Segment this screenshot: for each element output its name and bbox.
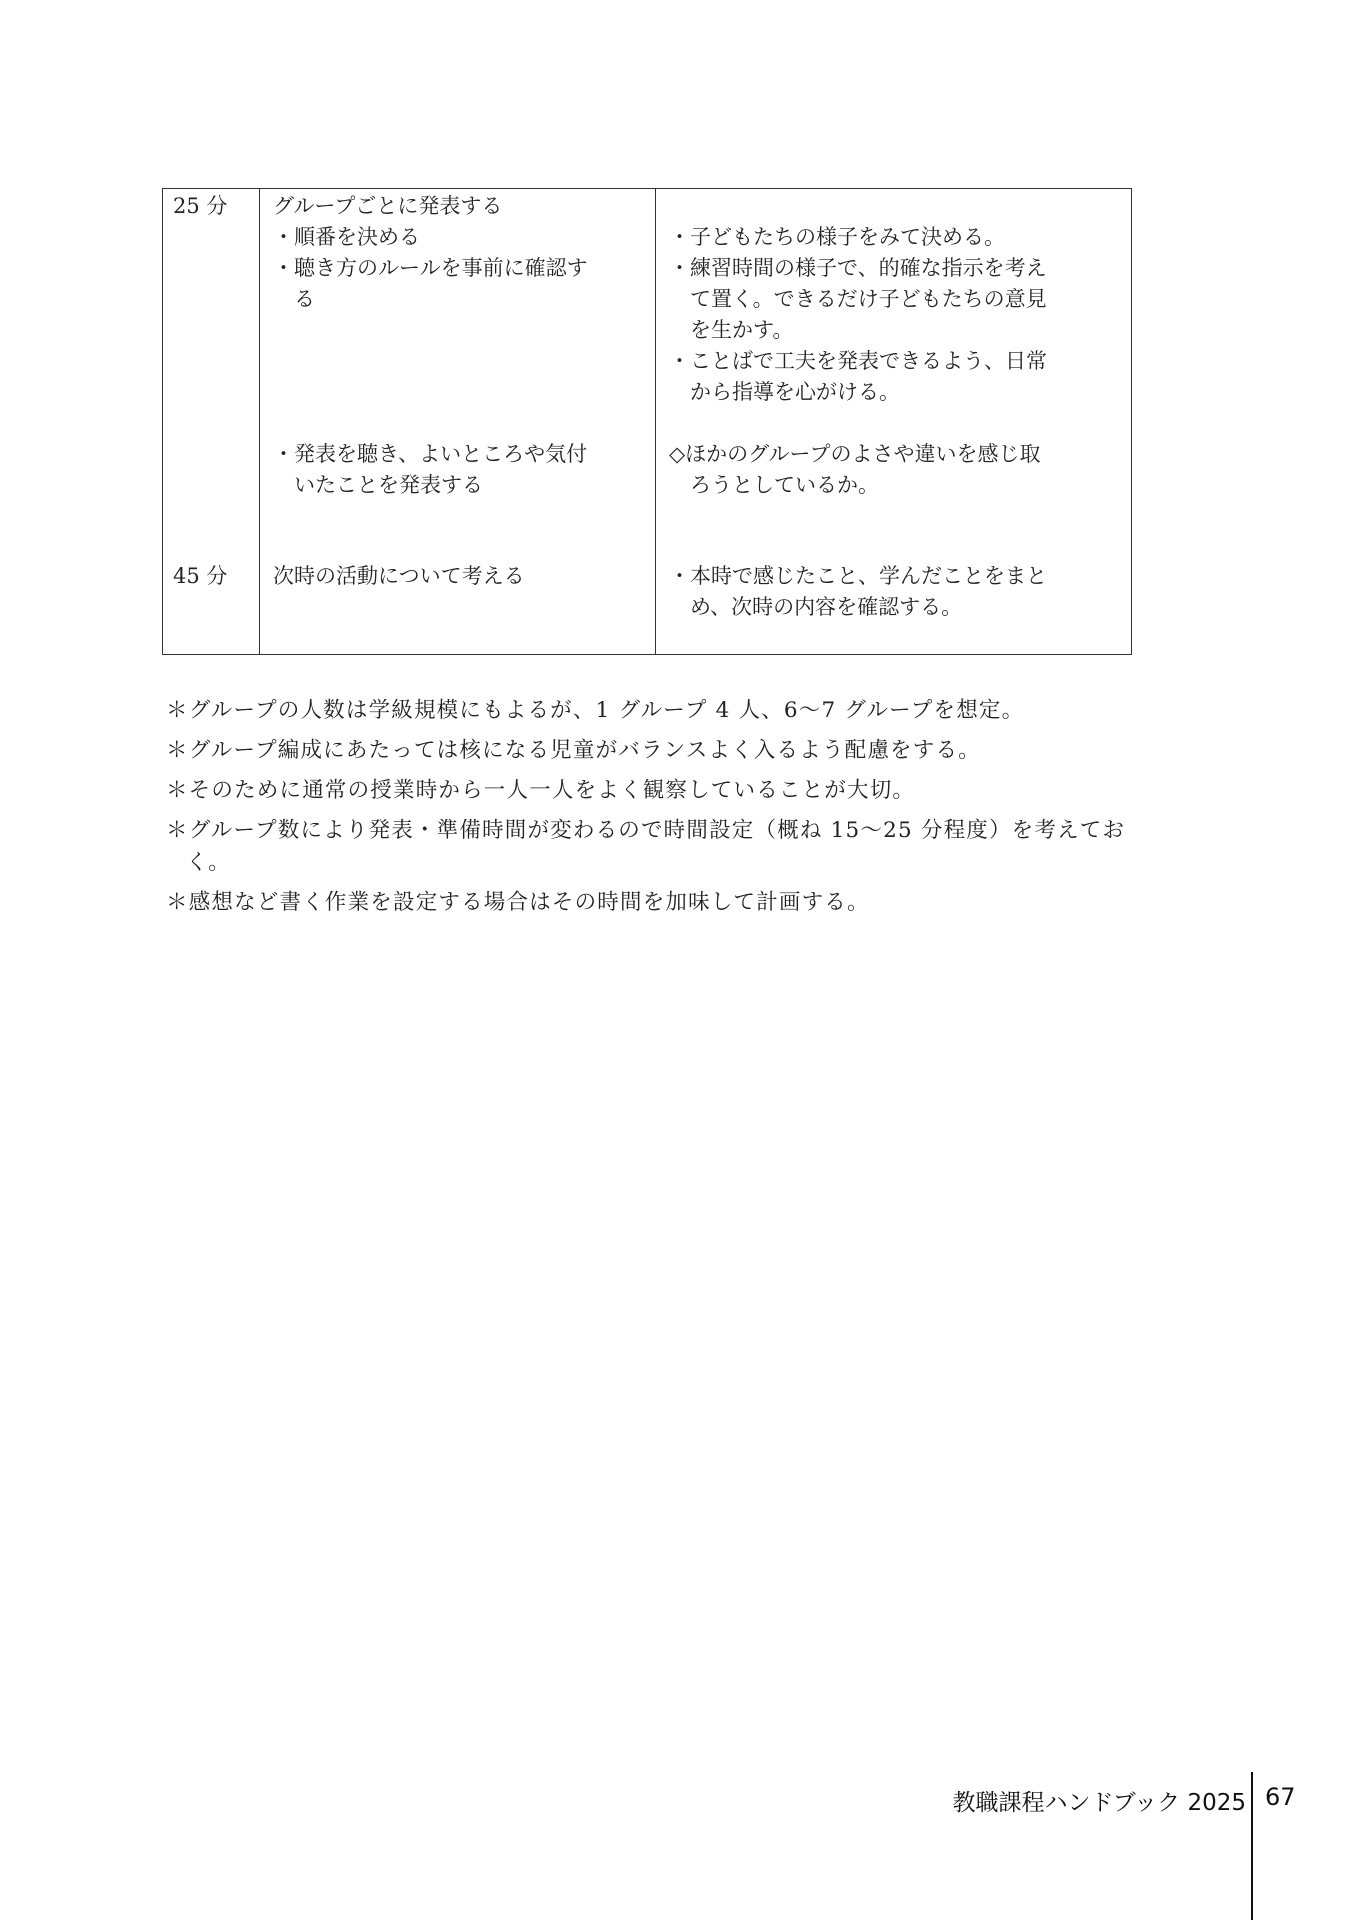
page-number: 67 [1265,1783,1296,1811]
evaluation-item: ◇ほかのグループのよさや違いを感じ取 ろうとしているか。 [669,442,1041,497]
note-item: ＊グループの人数は学級規模にもよるが、1 グループ 4 人、6〜7 グループを想定。 [166,698,1025,723]
guidance-item: ・ことばで工夫を発表できるよう、日常 から指導を心がける。 [669,349,1047,404]
time-cell: 45 分 [173,564,228,588]
guidance-item: ・本時で感じたこと、学んだことをまと め、次時の内容を確認する。 [669,564,1047,619]
guidance-item: ・練習時間の様子で、的確な指示を考え て置く。できるだけ子どもたちの意見 を生かす。 [669,256,1047,342]
column-divider [655,189,656,654]
note-item: ＊感想など書く作業を設定する場合はその時間を加味して計画する。 [166,890,870,915]
activity-heading: グループごとに発表する [273,194,503,218]
activity-item: ・聴き方のルールを事前に確認す る [273,256,588,311]
lesson-plan-table [162,188,1132,655]
note-item: ＊グループ編成にあたっては核になる児童がバランスよく入るよう配慮をする。 [166,738,981,763]
column-divider [259,189,260,654]
activity-heading: 次時の活動について考える [273,564,525,588]
note-item: ＊そのために通常の授業時から一人一人をよく観察していることが大切。 [166,778,916,803]
time-cell: 25 分 [173,194,228,218]
page-footer [0,1772,1358,1920]
activity-item: ・順番を決める [273,225,420,249]
note-item: ＊グループ数により発表・準備時間が変わるので時間設定（概ね 15〜25 分程度）を考えておく。 [166,818,1126,875]
guidance-item: ・子どもたちの様子をみて決める。 [669,225,1005,249]
activity-item: ・発表を聴き、よいところや気付 いたことを発表する [273,442,588,497]
notes-list [166,695,1146,927]
footer-divider [1251,1772,1253,1920]
handbook-title: 教職課程ハンドブック 2025 [952,1790,1246,1816]
